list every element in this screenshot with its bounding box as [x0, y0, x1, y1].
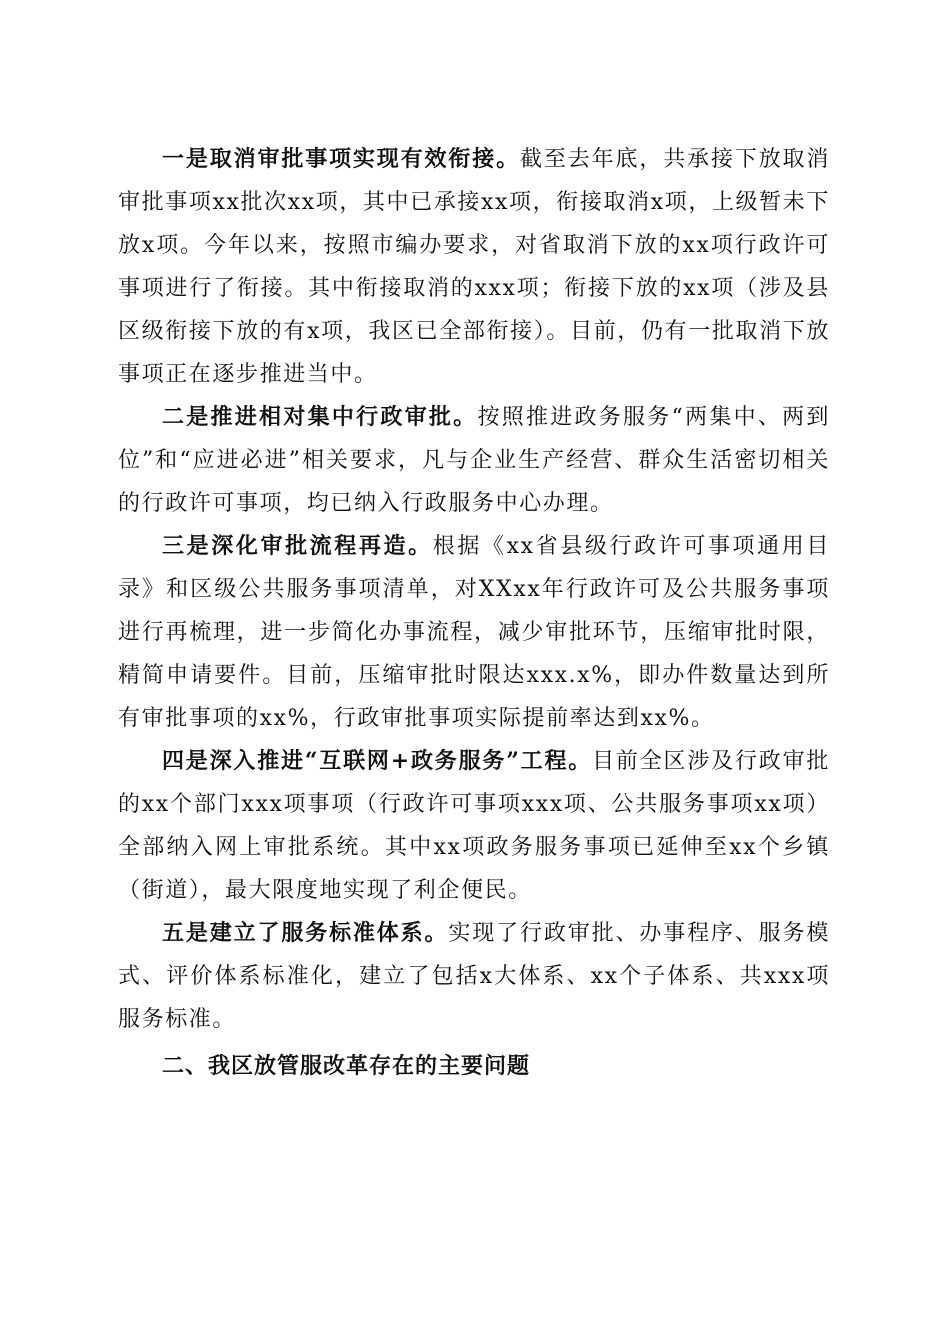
paragraph-process-reengineering: [118, 525, 830, 740]
section-heading: 二、我区放管服改革存在的主要问题: [162, 1054, 531, 1079]
paragraph-centralized-approval: [118, 396, 830, 525]
paragraph-body: 截至去年底，共承接下放取消审批事项xx批次xx项，其中已承接xx项，衔接取消x项，上级暂未下放x项。今年以来，按照市编办要求，对省取消下放的xx项行政许可事项进行了衔接。其中衔接取消的xxx项；衔接下放的xx项（涉及县区级衔接下放的有x项，我区已全部衔接）。目前，仍有一批取消下放事项正在逐步推进当中。: [118, 147, 830, 387]
paragraph-lead: 二是推进相对集中行政审批。: [162, 404, 478, 430]
paragraph-lead: 一是取消审批事项实现有效衔接。: [162, 146, 520, 172]
document-page: [118, 138, 830, 1088]
paragraph-body: 实现了行政审批、办事程序、服务模式、评价体系标准化，建立了包括x大体系、xx个子体系、共xxx项服务标准。: [118, 921, 831, 1032]
paragraph-body: 目前全区涉及行政审批的xx个部门xxx项事项（行政许可事项xxx项、公共服务事项xx项）全部纳入网上审批系统。其中xx项政务服务事项已延伸至xx个乡镇（街道），最大限度地实现了利企便民。: [118, 749, 830, 903]
paragraph-lead: 五是建立了服务标准体系。: [162, 920, 449, 946]
paragraph-cancel-approval: [118, 138, 830, 396]
paragraph-service-standards: [118, 912, 830, 1041]
paragraph-body: 按照推进政务服务“两集中、两到位”和“应进必进”相关要求，凡与企业生产经营、群众生活密切相关的行政许可事项，均已纳入行政服务中心办理。: [118, 405, 830, 516]
paragraph-lead: 三是深化审批流程再造。: [162, 533, 433, 559]
paragraph-lead: 四是深入推进“互联网+政务服务”工程。: [162, 748, 593, 774]
paragraph-internet-plus-services: [118, 740, 830, 912]
paragraph-body: 根据《xx省县级行政许可事项通用目录》和区级公共服务事项清单，对XXxx年行政许可及公共服务事项进行再梳理，进一步简化办事流程，减少审批环节，压缩审批时限，精简申请要件。目前，压缩审批时限达xxx.x%，即办件数量达到所有审批事项的xx%，行政审批事项实际提前率达到xx%。: [118, 534, 830, 731]
